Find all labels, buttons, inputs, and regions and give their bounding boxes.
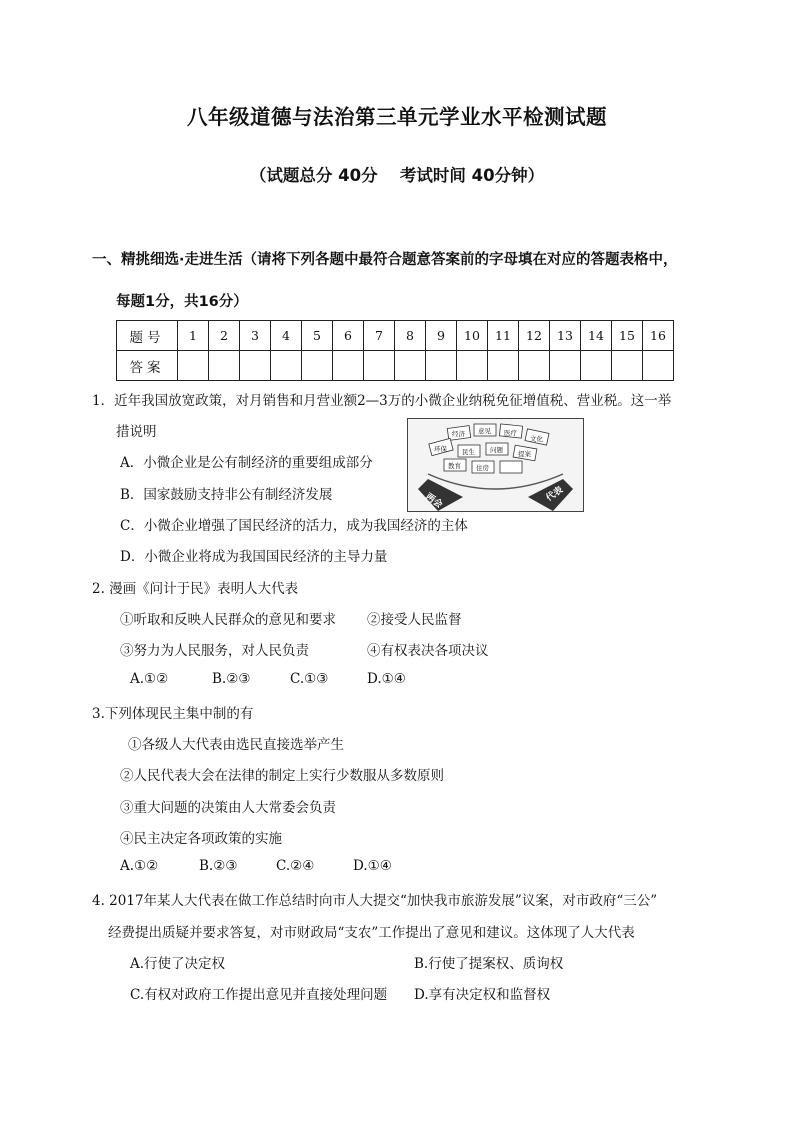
section-heading: 一、精挑细选·走进生活（请将下列各题中最符合题意答案前的字母填在对应的答题表格中， [92, 252, 678, 268]
table-cell: 3 [240, 321, 271, 351]
answer-cell[interactable] [271, 351, 302, 381]
q3-stem: 3.下列体现民主集中制的有 [92, 706, 254, 722]
row-label-number: 题号 [117, 321, 178, 351]
q2-statement-1: ①听取和反映人民群众的意见和要求 [120, 612, 336, 628]
q3-option-d: D.①④ [353, 858, 392, 874]
cartoon-illustration [407, 418, 584, 512]
cartoon-label: 提案 [518, 450, 531, 458]
cartoon-label: 医疗 [504, 429, 517, 437]
q2-statement-3: ③努力为人民服务，对人民负责 [120, 643, 309, 659]
answer-cell[interactable] [457, 351, 488, 381]
cartoon-label: 问题 [490, 446, 503, 454]
answer-cell[interactable] [240, 351, 271, 381]
q3-statement-4: ④民主决定各项政策的实施 [120, 831, 282, 847]
table-cell: 9 [426, 321, 457, 351]
q1-option-c: C．小微企业增强了国民经济的活力，成为我国经济的主体 [120, 518, 468, 534]
answer-cell[interactable] [643, 351, 674, 381]
answer-table-number-row [117, 321, 674, 351]
q3-option-b: B.②③ [199, 858, 238, 874]
table-cell: 14 [581, 321, 612, 351]
cartoon-label: 经济 [452, 430, 465, 438]
answer-cell[interactable] [395, 351, 426, 381]
table-cell: 5 [302, 321, 333, 351]
cartoon-label: 住房 [476, 464, 489, 472]
q4-stem: 4. 2017年某人大代表在做工作总结时向市人大提交“加快我市旅游发展”议案，对市政府“三公” [92, 893, 658, 909]
cartoon-label: 教育 [448, 462, 461, 470]
table-cell: 11 [488, 321, 519, 351]
cartoon-label-two-sessions: 两会 [423, 491, 444, 511]
table-cell: 12 [519, 321, 550, 351]
page-title: 八年级道德与法治第三单元学业水平检测试题 [187, 105, 607, 129]
cartoon-label-deputy: 代表 [544, 485, 566, 504]
table-cell: 15 [612, 321, 643, 351]
answer-cell[interactable] [333, 351, 364, 381]
answer-cell[interactable] [581, 351, 612, 381]
answer-cell[interactable] [426, 351, 457, 381]
q4-option-b: B.行使了提案权、质询权 [414, 956, 564, 972]
table-cell: 10 [457, 321, 488, 351]
answer-cell[interactable] [488, 351, 519, 381]
q2-stem: 2. 漫画《问计于民》表明人大代表 [92, 581, 299, 597]
q3-option-a: A.①② [120, 858, 159, 874]
cartoon-label: 环保 [434, 445, 447, 453]
answer-cell[interactable] [364, 351, 395, 381]
table-cell: 6 [333, 321, 364, 351]
exam-info: （试题总分 40分 考试时间 40分钟） [249, 166, 545, 185]
q4-option-c: C.有权对政府工作提出意见并直接处理问题 [130, 987, 388, 1003]
q2-option-a: A.①② [130, 671, 169, 687]
table-cell: 16 [643, 321, 674, 351]
q1-option-d: D．小微企业将成为我国国民经济的主导力量 [120, 549, 388, 565]
q4-option-d: D.享有决定权和监督权 [414, 987, 551, 1003]
cartoon-label: 意见 [478, 427, 491, 435]
answer-cell[interactable] [302, 351, 333, 381]
table-cell: 7 [364, 321, 395, 351]
table-cell: 8 [395, 321, 426, 351]
q1-stem: 1．近年我国放宽政策，对月销售和月营业额2—3万的小微企业纳税免征增值税、营业税。这一举 [92, 393, 672, 409]
q4-stem-cont: 经费提出质疑并要求答复，对市财政局“支农”工作提出了意见和建议。这体现了人大代表 [108, 925, 635, 941]
q2-option-c: C.①③ [290, 671, 329, 687]
q3-option-c: C.②④ [276, 858, 315, 874]
q3-statement-1: ①各级人大代表由选民直接选举产生 [128, 737, 344, 753]
q1-option-a: A．小微企业是公有制经济的重要组成部分 [120, 455, 373, 471]
cartoon-label: 民生 [462, 448, 475, 456]
answer-cell[interactable] [550, 351, 581, 381]
q2-statement-4: ④有权表决各项决议 [367, 643, 489, 659]
q3-statement-3: ③重大问题的决策由人大常委会负责 [120, 800, 336, 816]
answer-table-answer-row [117, 351, 674, 381]
q4-option-a: A.行使了决定权 [130, 956, 226, 972]
cartoon-label: 文化 [530, 435, 543, 443]
row-label-answer: 答案 [117, 351, 178, 381]
answer-cell[interactable] [519, 351, 550, 381]
answer-table [116, 320, 674, 381]
table-cell: 4 [271, 321, 302, 351]
q2-statement-2: ②接受人民监督 [367, 612, 462, 628]
answer-cell[interactable] [612, 351, 643, 381]
table-cell: 2 [209, 321, 240, 351]
section-heading-cont: 每题1分，共16分） [116, 294, 248, 310]
table-cell: 1 [178, 321, 209, 351]
q3-statement-2: ②人民代表大会在法律的制定上实行少数服从多数原则 [120, 768, 444, 784]
answer-cell[interactable] [209, 351, 240, 381]
q1-option-b: B．国家鼓励支持非公有制经济发展 [120, 487, 333, 503]
answer-cell[interactable] [178, 351, 209, 381]
table-cell: 13 [550, 321, 581, 351]
q2-option-b: B.②③ [212, 671, 251, 687]
q2-option-d: D.①④ [367, 671, 406, 687]
q1-stem-cont: 措说明 [116, 424, 157, 440]
